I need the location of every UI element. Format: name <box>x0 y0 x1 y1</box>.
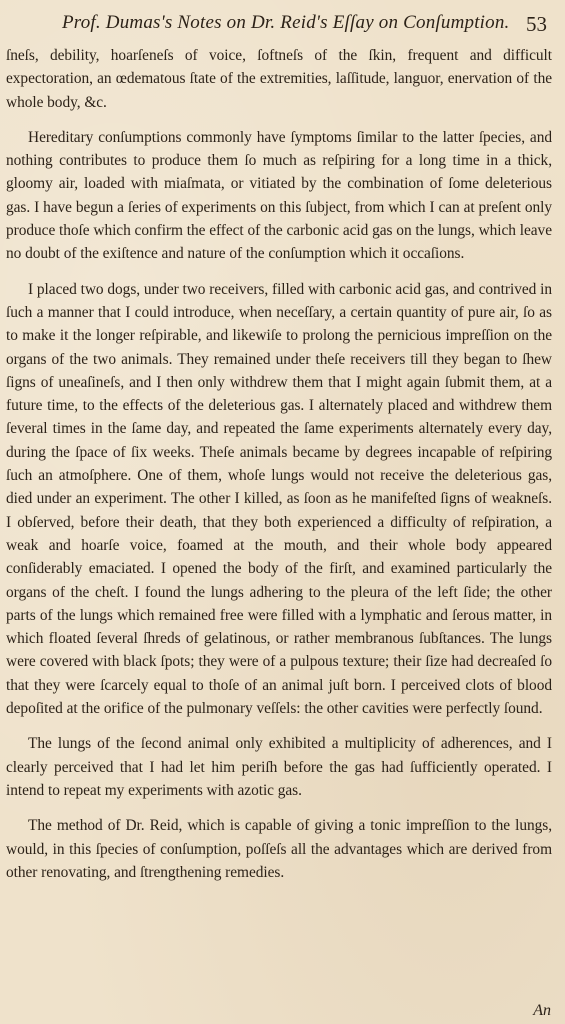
paragraph-second-animal: The lungs of the ſecond animal only exhibited a multiplicity of adherences, and I clearly perceived that I had let him periſh before the gas had ſufficiently operated. I intend to repeat my experiments with azotic gas. <box>6 735 552 799</box>
paragraph-continuation: ſneſs, debility, hoarſeneſs of voice, ſoftneſs of the ſkin, frequent and difficult expectoration, an œdematous ſtate of the extremities, laſſitude, languor, enervation of the whole body, &c. <box>6 47 552 111</box>
page-number: 53 <box>526 12 547 36</box>
paragraph-hereditary-consumptions: Hereditary conſumptions commonly have ſymptoms ſimilar to the latter ſpecies, and nothing contributes to produce them ſo much as reſpiring for a long time in a thick, gloomy air, loaded with miaſmata, or vitiated by the combination of ſome deleterious gas. I have begun a ſeries of experiments on this ſubject, from which I can at preſent only produce thoſe which confirm the effect of the carbonic acid gas on the lungs, which leave no doubt of the exiſtence and nature of the conſumption which it occaſions. <box>6 128 552 263</box>
paragraph-dog-experiment: I placed two dogs, under two receivers, filled with carbonic acid gas, and contrived in ſuch a manner that I could introduce, when neceſſary, a certain quantity of pure air, ſo as to make it the longer reſpirable, and likewiſe to prolong the pernicious impreſſion on the organs of the two animals. They remained under theſe receivers till they began to ſhew ſigns of uneaſineſs, and I then only withdrew them that I might again ſubmit them, at a future time, to the effects of the deleterious gas. I alternately placed and withdrew them ſeveral times in the ſame day, and repeated the ſame experiments alternately every day, during the ſpace of ſix weeks. Theſe animals became by degrees incapable of reſpiring ſuch an atmoſphere. One of them, whoſe lungs would not receive the deleterious gas, died under an experiment. The other I killed, as ſoon as he manifeſted ſigns of weakneſs. I obſerved, before their death, that they both experienced a difficulty of reſpiration, a weak and hoarſe voice, foamed at the mouth, and their whole body appeared conſiderably emaciated. I opened the body of the firſt, and examined particularly the organs of the cheſt. I found the lungs adhering to the pleura of the left ſide; the other parts of the lungs which remained free were filled with a lymphatic and ſerous matter, in which floated ſeveral ſhreds of gelatinous, or rather membranous ſubſtances. The lungs were covered with black ſpots; they were of a pulpous texture; their ſize had decreaſed ſo that they were ſcarcely equal to thoſe of an animal juſt born. I perceived clots of blood depoſited at the orifice of the pulmonary veſſels: the other cavities were perfectly ſound. <box>6 280 552 718</box>
paragraph-method-of-dr-reid: The method of Dr. Reid, which is capable of giving a tonic impreſſion to the lungs, would, in this ſpecies of conſumption, poſſeſs all the advantages which are derived from other renovating, and ſtrengthening remedies. <box>6 817 552 881</box>
catchword: An <box>533 1002 551 1019</box>
running-title: Prof. Dumas's Notes on Dr. Reid's Eſſay on Conſumption. <box>62 12 510 33</box>
page-header <box>0 12 565 40</box>
body-text <box>6 44 552 884</box>
